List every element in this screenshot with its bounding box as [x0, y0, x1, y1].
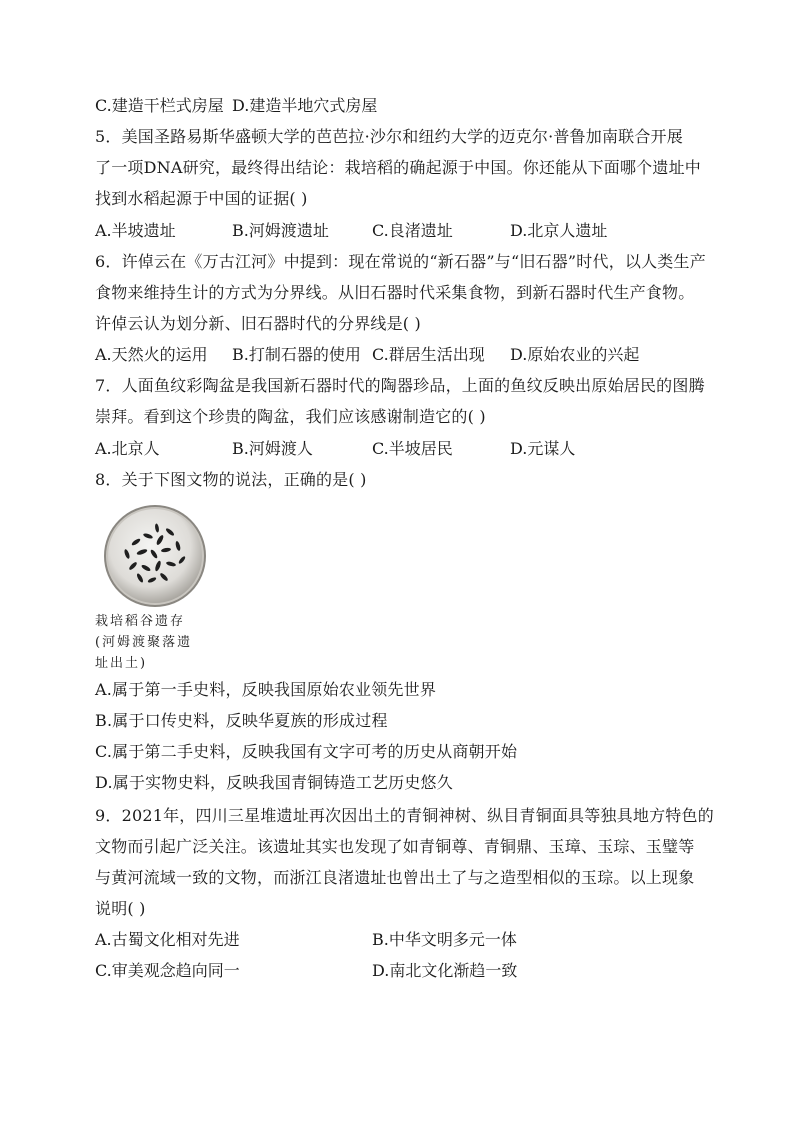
question-9-stem-line: 9．2021年，四川三星堆遗址再次因出土的青铜神树、纵目青铜面具等独具地方特色的 [95, 806, 714, 825]
question-8-option-d[interactable]: D.属于实物史料，反映我国青铜铸造工艺历史悠久 [95, 773, 453, 792]
option-d-prev: D.建造半地穴式房屋 [232, 96, 378, 115]
question-5-option-d[interactable]: D.北京人遗址 [510, 221, 608, 240]
figure-caption-line: 址出土) [95, 656, 148, 671]
question-6-stem-line: 许倬云认为划分新、旧石器时代的分界线是( ) [95, 314, 421, 333]
rice-grain-artifact-image [100, 502, 210, 610]
question-5-option-c[interactable]: C.良渚遗址 [372, 221, 453, 240]
question-8-stem-line: 8．关于下图文物的说法，正确的是( ) [95, 470, 367, 489]
question-8-option-b[interactable]: B.属于口传史料，反映华夏族的形成过程 [95, 711, 388, 730]
question-7-stem-line: 7．人面鱼纹彩陶盆是我国新石器时代的陶器珍品，上面的鱼纹反映出原始居民的图腾 [95, 376, 705, 395]
question-6-stem-line: 食物来维持生计的方式为分界线。从旧石器时代采集食物，到新石器时代生产食物。 [95, 283, 695, 302]
question-5-option-b[interactable]: B.河姆渡遗址 [232, 221, 329, 240]
question-9-stem-line: 说明( ) [95, 899, 146, 918]
question-6-option-c[interactable]: C.群居生活出现 [372, 345, 485, 364]
question-9-stem-line: 文物而引起广泛关注。该遗址其实也发现了如青铜尊、青铜鼎、玉璋、玉琮、玉璧等 [95, 837, 695, 856]
question-5-stem-line: 5．美国圣路易斯华盛顿大学的芭芭拉·沙尔和纽约大学的迈克尔·普鲁加南联合开展 [95, 127, 683, 146]
question-9-option-a[interactable]: A.古蜀文化相对先进 [95, 930, 240, 949]
question-6-option-a[interactable]: A.天然火的运用 [95, 345, 208, 364]
question-9-option-c[interactable]: C.审美观念趋向同一 [95, 961, 240, 980]
question-7-option-a[interactable]: A.北京人 [95, 439, 160, 458]
question-8-option-a[interactable]: A.属于第一手史料，反映我国原始农业领先世界 [95, 680, 437, 699]
question-5-stem-line: 了一项DNA研究，最终得出结论：栽培稻的确起源于中国。你还能从下面哪个遗址中 [95, 158, 701, 177]
question-5-stem-line: 找到水稻起源于中国的证据( ) [95, 189, 308, 208]
question-7-option-d[interactable]: D.元谋人 [510, 439, 576, 458]
question-6-option-d[interactable]: D.原始农业的兴起 [510, 345, 640, 364]
question-7-option-b[interactable]: B.河姆渡人 [232, 439, 313, 458]
question-6-option-b[interactable]: B.打制石器的使用 [232, 345, 361, 364]
question-9-option-d[interactable]: D.南北文化渐趋一致 [372, 961, 518, 980]
question-5-option-a[interactable]: A.半坡遗址 [95, 221, 176, 240]
figure-caption-line: 栽培稻谷遗存 [95, 614, 186, 629]
question-6-stem-line: 6．许倬云在《万古江河》中提到：现在常说的“新石器”与“旧石器”时代，以人类生产 [95, 252, 706, 271]
figure-caption-line: (河姆渡聚落遗 [95, 635, 193, 650]
question-9-stem-line: 与黄河流域一致的文物，而浙江良渚遗址也曾出土了与之造型相似的玉琮。以上现象 [95, 868, 695, 887]
question-7-option-c[interactable]: C.半坡居民 [372, 439, 453, 458]
question-8-option-c[interactable]: C.属于第二手史料，反映我国有文字可考的历史从商朝开始 [95, 742, 518, 761]
question-9-option-b[interactable]: B.中华文明多元一体 [372, 930, 517, 949]
option-c-prev: C.建造干栏式房屋 [95, 96, 224, 115]
question-7-stem-line: 崇拜。看到这个珍贵的陶盆，我们应该感谢制造它的( ) [95, 407, 486, 426]
